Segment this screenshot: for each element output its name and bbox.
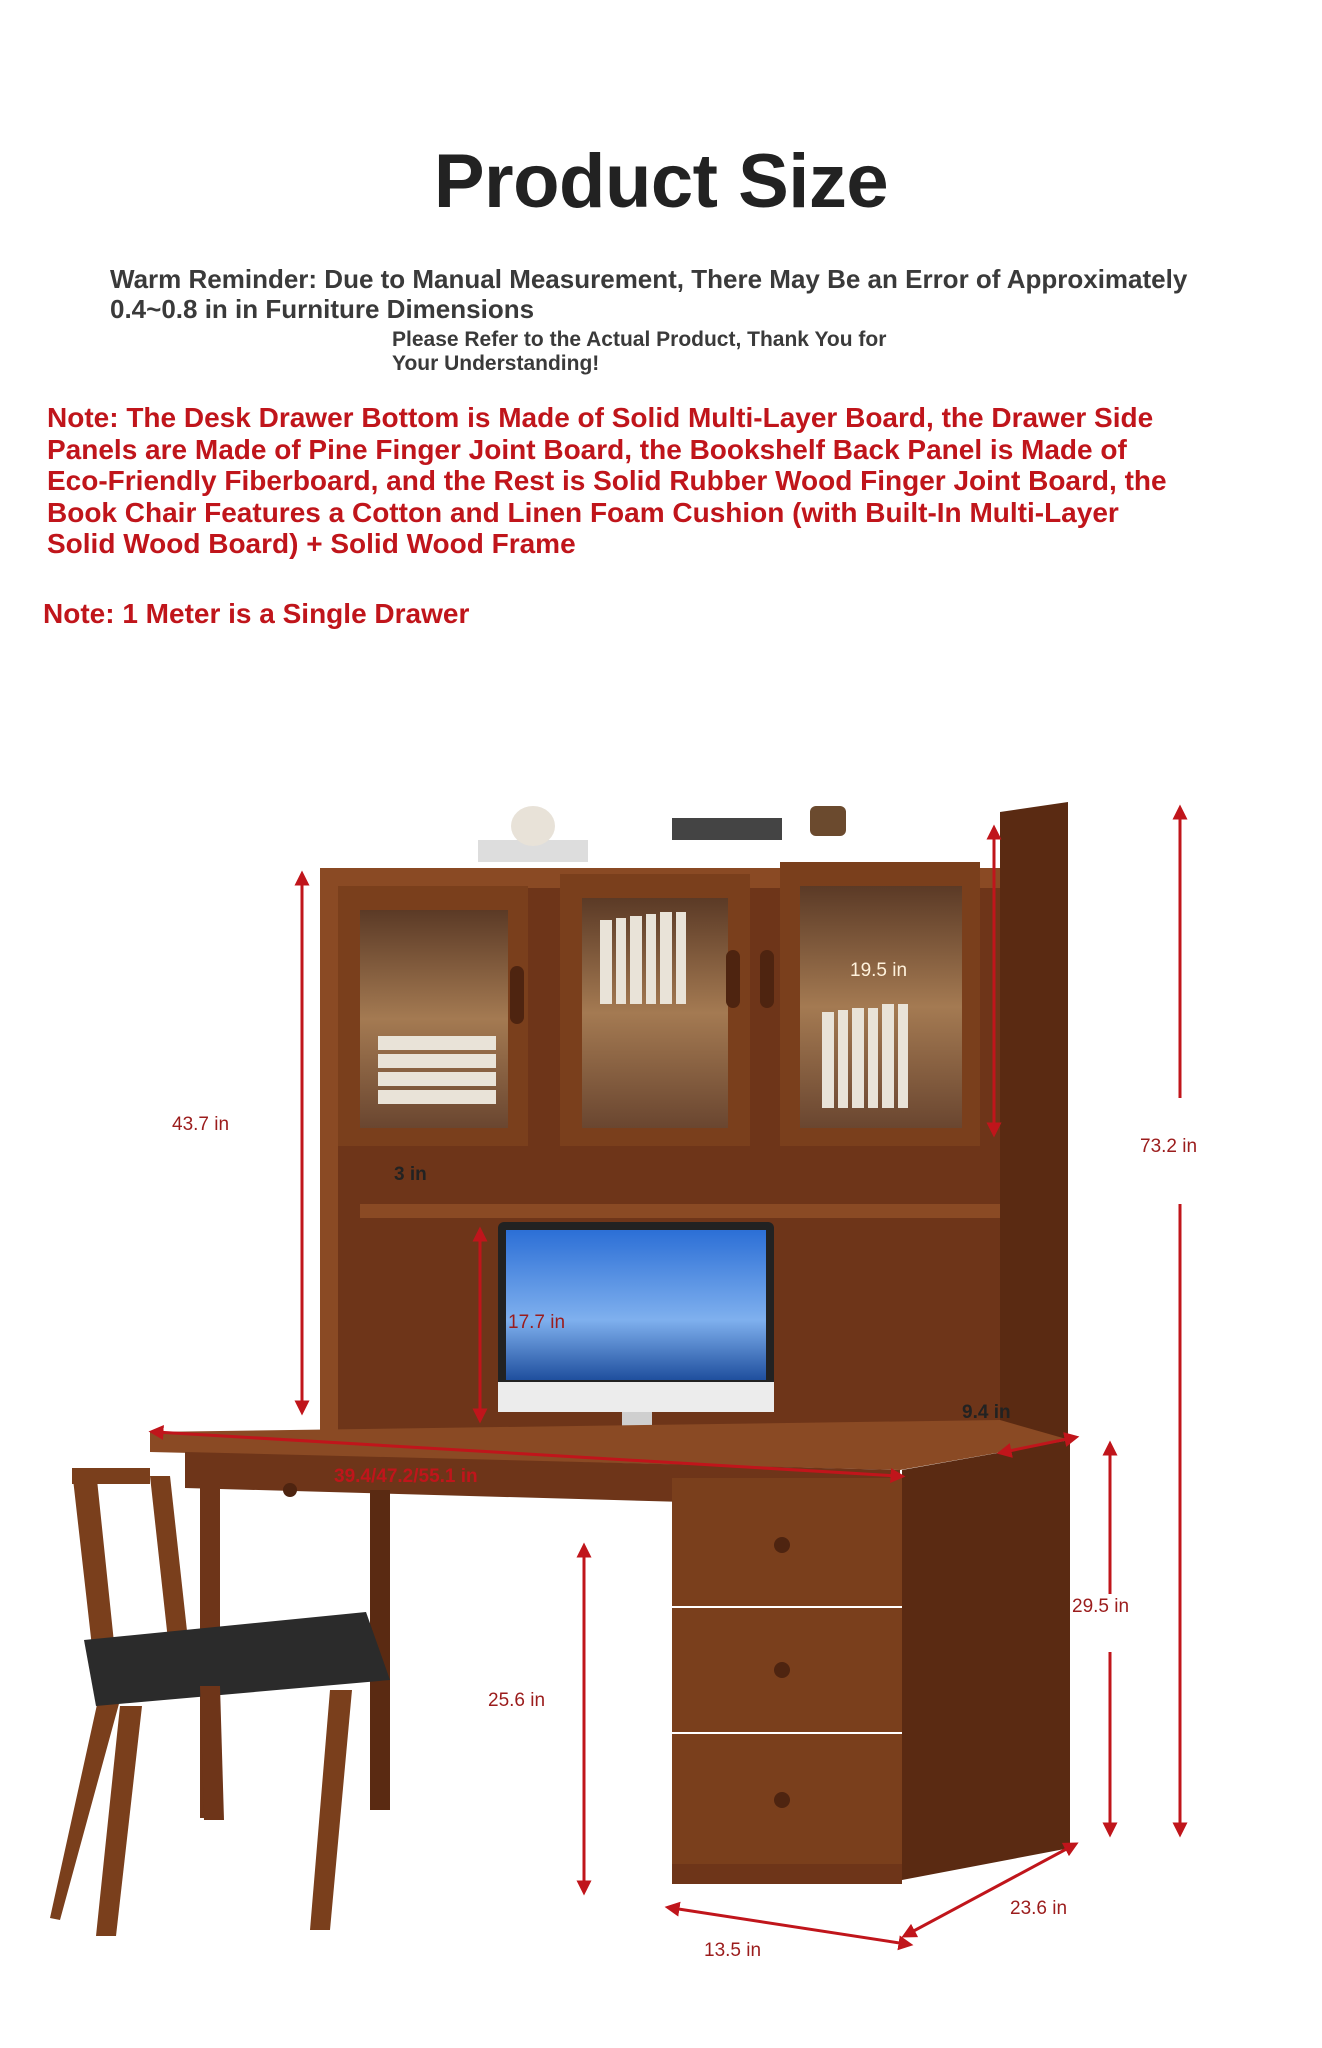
cabinet-height-label: 19.5 in (850, 960, 908, 981)
shelf-height-label: 3 in (394, 1164, 427, 1185)
thanks-note: Please Refer to the Actual Product, Thank You for Your Understanding! (392, 328, 887, 375)
side-depth-label: 9.4 in (962, 1402, 1011, 1423)
page-title: Product Size (433, 139, 889, 224)
warm-reminder: Warm Reminder: Due to Manual Measurement, There May Be an Error of Approximately 0.4~0.8 in in Furniture Dimensions (110, 264, 1188, 324)
monitor-space-label: 17.7 in (508, 1312, 566, 1333)
drawer-note: Note: 1 Meter is a Single Drawer (43, 598, 470, 629)
material-note: Note: The Desk Drawer Bottom is Made of Solid Multi-Layer Board, the Drawer Side Panels are Made of Pine Finger Joint Board, the Bookshelf Back Panel is Made of Eco-Friendly Fiberboard, and the Rest is Solid Rubber Wood Finger Joint Board, the Book Chair Features a Cotton and Linen Foam Cushion (with Built-In Multi-Layer Solid Wood Board) + Solid Wood Frame (47, 402, 1167, 559)
top-decor (478, 806, 846, 862)
drawer-width-label: 13.5 in (704, 1940, 762, 1961)
desk-depth-label: 23.6 in (1010, 1898, 1068, 1919)
total-height-label: 73.2 in (1140, 1136, 1198, 1157)
desk-height-label: 29.5 in (1072, 1596, 1130, 1617)
desk-width-label: 39.4/47.2/55.1 in (334, 1466, 478, 1487)
leg-clearance-label: 25.6 in (488, 1690, 546, 1711)
hutch-height-label: 43.7 in (172, 1114, 230, 1135)
